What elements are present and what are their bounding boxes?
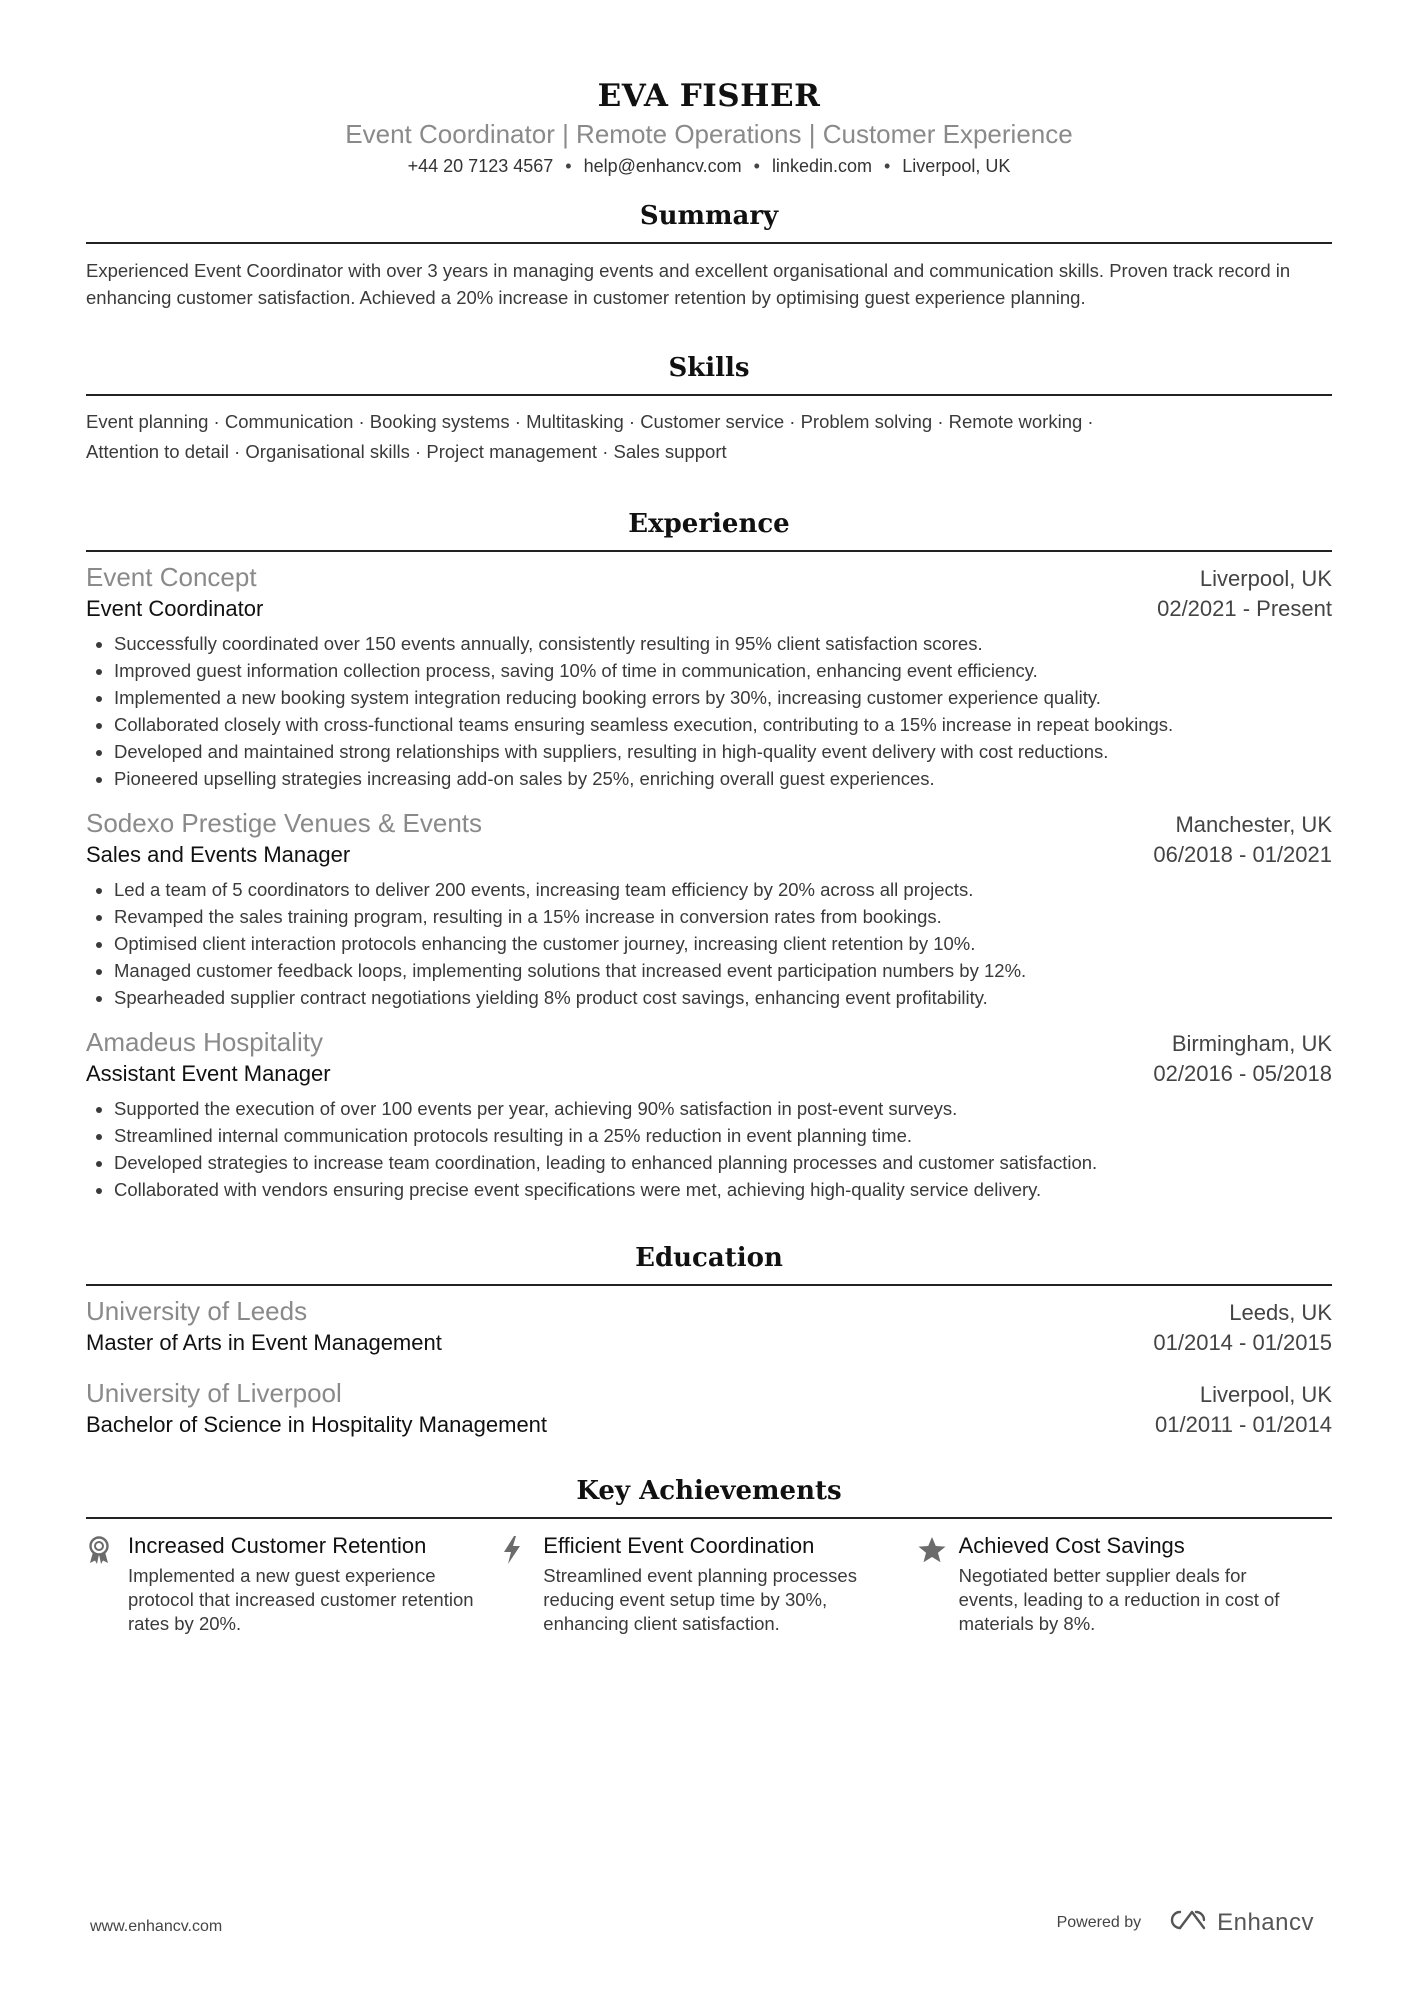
- footer-website[interactable]: www.enhancv.com: [90, 1918, 223, 1935]
- summary-text: Experienced Event Coordinator with over 3 years in managing events and excellent organisational and communication skills. Proven track record in enhancing customer satisfaction. Achieved a 20% increase in customer retention by optimising guest experience planning.: [86, 260, 1291, 308]
- education-section: [86, 1241, 1332, 1440]
- award-ribbon-icon: [86, 1531, 128, 1636]
- job-bullet: • Developed and maintained strong relationships with suppliers, resulting in high-quality event delivery with cost reductions.: [114, 738, 1332, 765]
- contact-linkedin[interactable]: linkedin.com: [771, 156, 872, 176]
- achievement-description: Implemented a new guest experience protocol that increased customer retention rates by 20%.: [128, 1565, 474, 1634]
- job-dates: 06/2018 - 01/2021: [1153, 842, 1332, 867]
- achievement-description: Streamlined event planning processes reducing event setup time by 30%, enhancing client satisfaction.: [543, 1565, 857, 1634]
- section-title-skills: Skills: [668, 353, 750, 383]
- section-title-experience: Experience: [628, 509, 790, 539]
- powered-by-label: Powered by: [1056, 1913, 1142, 1931]
- candidate-name: EVA FISHER: [597, 78, 821, 114]
- footer-branding: [1057, 1908, 1314, 1937]
- resume-header: [86, 76, 1332, 179]
- achievement-description: Negotiated better supplier deals for events, leading to a reduction in cost of materials by 8%.: [958, 1565, 1280, 1634]
- section-divider: [86, 1284, 1332, 1286]
- job-role: Event Coordinator: [86, 596, 264, 621]
- job-bullet: • Successfully coordinated over 150 events annually, consistently resulting in 95% client satisfaction scores.: [114, 630, 1332, 657]
- job-location: Liverpool, UK: [1199, 566, 1332, 591]
- contact-line: [86, 153, 1332, 179]
- achievements-grid: [86, 1531, 1332, 1636]
- brand-name[interactable]: Enhancv: [1217, 1908, 1314, 1936]
- experience-entry: [86, 560, 1332, 792]
- job-bullet: • Supported the execution of over 100 events per year, achieving 90% satisfaction in post-event surveys.: [114, 1095, 1332, 1122]
- achievement-item: [501, 1531, 916, 1636]
- job-location: Manchester, UK: [1175, 812, 1332, 837]
- job-bullet: • Collaborated closely with cross-functional teams ensuring seamless execution, contributing to a 15% increase in repeat bookings.: [114, 711, 1332, 738]
- contact-separator: •: [753, 156, 760, 176]
- skills-list: [86, 407, 1332, 467]
- job-bullets: [86, 1095, 1332, 1203]
- section-divider: [86, 242, 1332, 244]
- job-bullet: • Spearheaded supplier contract negotiations yielding 8% product cost savings, enhancing event profitability.: [114, 984, 1332, 1011]
- education-dates: 01/2011 - 01/2014: [1155, 1412, 1332, 1437]
- experience-entry: [86, 806, 1332, 1011]
- experience-entry: [86, 1025, 1332, 1203]
- contact-separator: •: [883, 156, 891, 176]
- school-name: University of Leeds: [86, 1296, 308, 1326]
- achievement-title: Increased Customer Retention: [128, 1533, 427, 1558]
- achievement-item: [917, 1531, 1332, 1636]
- job-dates: 02/2021 - Present: [1157, 596, 1332, 621]
- summary-section: [86, 199, 1332, 311]
- job-bullet: • Optimised client interaction protocols enhancing the customer journey, increasing client retention by 10%.: [114, 930, 1332, 957]
- company-name: Amadeus Hospitality: [86, 1027, 323, 1057]
- education-entry: [86, 1294, 1332, 1358]
- school-name: University of Liverpool: [86, 1378, 342, 1408]
- school-location: Leeds, UK: [1229, 1300, 1332, 1325]
- resume-page: [86, 0, 1332, 1636]
- skills-line: Attention to detail · Organisational skills · Project management · Sales support: [86, 441, 727, 462]
- enhancv-logo-icon: [1167, 1908, 1209, 1937]
- company-name: Sodexo Prestige Venues & Events: [86, 808, 483, 838]
- contact-email[interactable]: help@enhancv.com: [583, 156, 742, 176]
- degree-name: Master of Arts in Event Management: [86, 1330, 442, 1355]
- section-title-education: Education: [635, 1243, 783, 1273]
- job-role: Sales and Events Manager: [86, 842, 351, 867]
- job-bullets: [86, 630, 1332, 792]
- contact-separator: •: [565, 156, 572, 176]
- job-bullet: • Improved guest information collection process, saving 10% of time in communication, enhancing event efficiency.: [114, 657, 1332, 684]
- job-bullet: • Revamped the sales training program, resulting in a 15% increase in conversion rates from bookings.: [114, 903, 1332, 930]
- job-bullet: • Pioneered upselling strategies increasing add-on sales by 25%, enriching overall guest experiences.: [114, 765, 1332, 792]
- job-role: Assistant Event Manager: [86, 1061, 331, 1086]
- company-name: Event Concept: [86, 562, 257, 592]
- section-title-achievements: Key Achievements: [576, 1476, 842, 1506]
- job-bullet: • Streamlined internal communication protocols resulting in a 25% reduction in event planning time.: [114, 1122, 1332, 1149]
- skills-line: Event planning · Communication · Booking systems · Multitasking · Customer service · Problem solving · Remote working ·: [86, 411, 1094, 432]
- skills-section: [86, 351, 1332, 467]
- section-title-summary: Summary: [639, 201, 779, 231]
- job-dates: 02/2016 - 05/2018: [1153, 1061, 1332, 1086]
- degree-name: Bachelor of Science in Hospitality Management: [86, 1412, 548, 1437]
- job-location: Birmingham, UK: [1171, 1031, 1332, 1056]
- contact-location: Liverpool, UK: [902, 156, 1011, 176]
- job-bullet: • Implemented a new booking system integration reducing booking errors by 30%, increasing customer experience quality.: [114, 684, 1332, 711]
- section-divider: [86, 550, 1332, 552]
- experience-section: [86, 507, 1332, 1203]
- achievement-item: [86, 1531, 501, 1636]
- achievement-title: Efficient Event Coordination: [543, 1533, 815, 1558]
- section-divider: [86, 1517, 1332, 1519]
- candidate-tagline: Event Coordinator | Remote Operations | Customer Experience: [345, 119, 1073, 149]
- education-entry: [86, 1376, 1332, 1440]
- job-bullet: • Led a team of 5 coordinators to deliver 200 events, increasing team efficiency by 20% across all projects.: [114, 876, 1332, 903]
- education-dates: 01/2014 - 01/2015: [1153, 1330, 1332, 1355]
- lightning-bolt-icon: [501, 1531, 543, 1636]
- star-icon: [917, 1531, 959, 1636]
- school-location: Liverpool, UK: [1199, 1382, 1332, 1407]
- section-divider: [86, 394, 1332, 396]
- job-bullet: • Collaborated with vendors ensuring precise event specifications were met, achieving high-quality service delivery.: [114, 1176, 1332, 1203]
- job-bullet: • Managed customer feedback loops, implementing solutions that increased event participation numbers by 12%.: [114, 957, 1332, 984]
- contact-phone: +44 20 7123 4567: [407, 156, 554, 176]
- job-bullet: • Developed strategies to increase team coordination, leading to enhanced planning processes and customer satisfaction.: [114, 1149, 1332, 1176]
- job-bullets: [86, 876, 1332, 1011]
- achievement-title: Achieved Cost Savings: [958, 1533, 1185, 1558]
- achievements-section: [86, 1474, 1332, 1636]
